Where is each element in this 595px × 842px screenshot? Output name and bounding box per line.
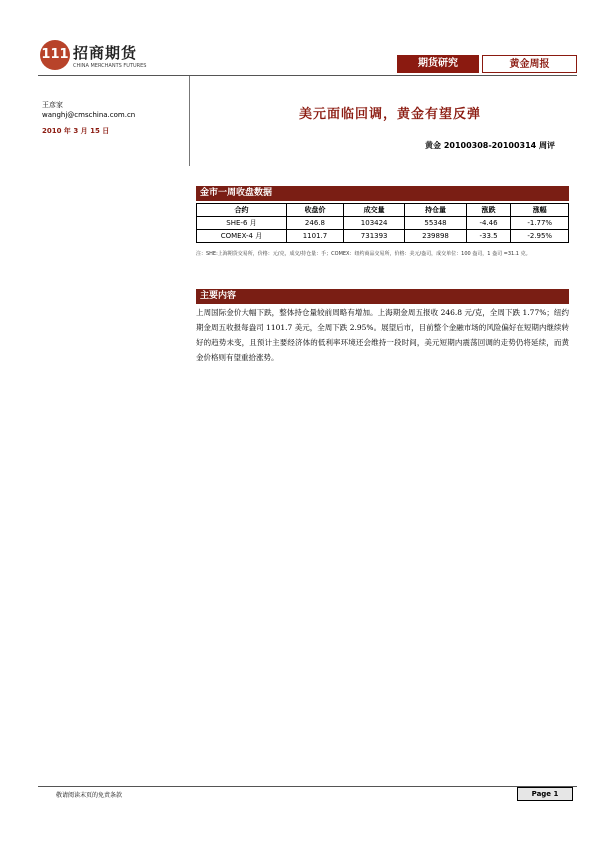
table-cell: COMEX-4 月 <box>197 230 287 243</box>
header-divider <box>38 75 577 76</box>
main-content-text: 上周国际金价大幅下跌，整体持仓量较前周略有增加。上海期金周五报收 246.8 元/克，全周下跌 1.77%；纽约期金周五收报每盎司 1101.7 美元，全周下跌 2.95%。展望后市，目前整个金融市场的风险偏好在短期内继续转好的趋势未变，且预计主要经济体的低利率环境还会维持一段时间，美元短期内震荡回调的走势仍将延续，而黄金价格则有望重拾涨势。 <box>196 308 569 362</box>
table-cell: -33.5 <box>466 230 511 243</box>
table-row <box>197 217 569 230</box>
report-date: 2010 年 3 月 15 日 <box>42 127 110 135</box>
page-number: Page 1 <box>517 787 573 801</box>
table-header-cell: 持仓量 <box>405 204 466 217</box>
company-logo <box>40 40 150 76</box>
footer-divider <box>38 786 577 787</box>
tab-gold-weekly: 黄金周报 <box>482 55 577 73</box>
logo-subtitle: CHINA MERCHANTS FUTURES <box>73 63 147 69</box>
table-cell: -2.95% <box>511 230 569 243</box>
section-heading-weekly-data: 金市一周收盘数据 <box>196 186 569 201</box>
table-cell: 239898 <box>405 230 466 243</box>
table-header-cell: 涨跌 <box>466 204 511 217</box>
table-header-cell: 合约 <box>197 204 287 217</box>
report-title: 美元面临回调，黄金有望反弹 <box>298 107 481 122</box>
table-note: 注：SHE:上海期货交易所，价格：元/克，成交/持仓量：手；COMEX：纽约商品交易所，价格：美元/盎司，成交单位：100 盎司，1 盎司 =31.1 克。 <box>196 251 531 257</box>
table-header-cell: 收盘价 <box>286 204 343 217</box>
disclaimer-link[interactable]: 敬请阅读末页的免责条款 <box>56 792 123 799</box>
table-cell: SHE-6 月 <box>197 217 287 230</box>
table-cell: -4.46 <box>466 217 511 230</box>
logo-badge-icon: 111 <box>40 40 70 70</box>
column-divider <box>189 76 190 166</box>
table-cell: 55348 <box>405 217 466 230</box>
table-header-row <box>197 204 569 217</box>
tab-futures-research: 期货研究 <box>397 55 479 73</box>
section-heading-main-content: 主要内容 <box>196 289 569 304</box>
table-cell: 246.8 <box>286 217 343 230</box>
table-cell: -1.77% <box>511 217 569 230</box>
table-cell: 103424 <box>343 217 404 230</box>
author-email: wanghj@cmschina.com.cn <box>42 111 136 119</box>
table-row <box>197 230 569 243</box>
table-cell: 731393 <box>343 230 404 243</box>
closing-data-table <box>196 203 569 243</box>
report-subtitle: 黄金 20100308-20100314 周评 <box>425 141 555 150</box>
table-header-cell: 涨幅 <box>511 204 569 217</box>
table-header-cell: 成交量 <box>343 204 404 217</box>
author-name: 王彦家 <box>42 101 63 109</box>
table-cell: 1101.7 <box>286 230 343 243</box>
logo-name: 招商期货 <box>73 44 138 62</box>
